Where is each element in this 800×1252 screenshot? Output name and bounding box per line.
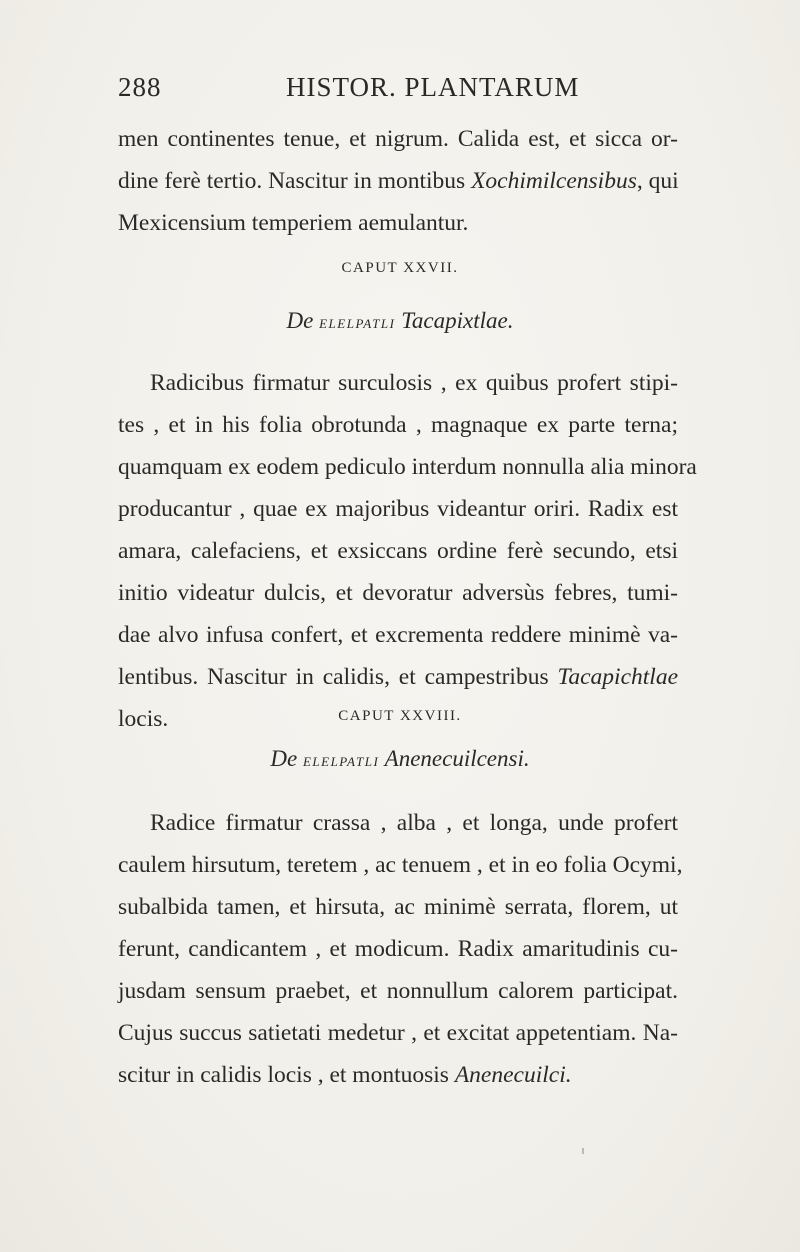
chapter27-paragraph <box>118 362 697 740</box>
ink-speck <box>582 1148 584 1154</box>
text-line: subalbida tamen, et hirsuta, ac minimè serrata, florem, ut <box>118 894 678 920</box>
text-line: amara, calefaciens, et exsiccans ordine ferè secundo, etsi <box>118 538 678 564</box>
text-line: lentibus. Nascitur in calidis, et campestribus Tacapichtlae <box>118 664 678 690</box>
chapter-heading: De elelpatli Anenecuilcensi. <box>270 746 530 771</box>
text-line: initio videatur dulcis, et devoratur adversùs febres, tumi- <box>118 580 678 606</box>
running-title: HISTOR. PLANTARUM <box>286 72 580 102</box>
page-header <box>118 72 678 112</box>
text-line: ferunt, candicantem , et modicum. Radix amaritudinis cu- <box>118 936 678 962</box>
chapter-heading: De elelpatli Tacapixtlae. <box>286 308 514 333</box>
italic-place-name: Tacapichtlae <box>557 664 678 690</box>
text-line: Radice firmatur crassa , alba , et longa, unde profert <box>150 810 678 836</box>
text-line: tes , et in his folia obrotunda , magnaque ex parte terna; <box>118 412 678 438</box>
text-line: Radicibus firmatur surculosis , ex quibus profert stipi- <box>150 370 678 396</box>
intro-paragraph <box>118 118 678 244</box>
chapter-number: CAPUT XXVII. <box>341 260 459 276</box>
text-line: men continentes tenue, et nigrum. Calida est, et sicca or- <box>118 126 678 152</box>
italic-place-name: Anenecuilci. <box>454 1062 572 1088</box>
text-line: caulem hirsutum, teretem , ac tenuem , et in eo folia Ocymi, <box>118 852 683 878</box>
text-line: quamquam ex eodem pediculo interdum nonnulla alia minora <box>118 454 697 480</box>
text-line: dine ferè tertio. Nascitur in montibus Xochimilcensibus, qui <box>118 168 679 194</box>
text-line: jusdam sensum praebet, et nonnullum calorem participat. <box>118 978 678 1004</box>
page-number: 288 <box>118 72 162 102</box>
chapter-number: CAPUT XXVIII. <box>338 708 462 724</box>
text-line: locis. <box>118 706 169 732</box>
text-line: Mexicensium temperiem aemulantur. <box>118 210 469 236</box>
text-line: producantur , quae ex majoribus videantur oriri. Radix est <box>118 496 678 522</box>
text-line: dae alvo infusa confert, et excrementa reddere minimè va- <box>118 622 678 648</box>
chapter28-paragraph <box>118 802 683 1096</box>
text-line: scitur in calidis locis , et montuosis Anenecuilci. <box>118 1062 572 1088</box>
text-line: Cujus succus satietati medetur , et excitat appetentiam. Na- <box>118 1020 678 1046</box>
italic-place-name: Xochimilcensibus <box>471 168 637 194</box>
